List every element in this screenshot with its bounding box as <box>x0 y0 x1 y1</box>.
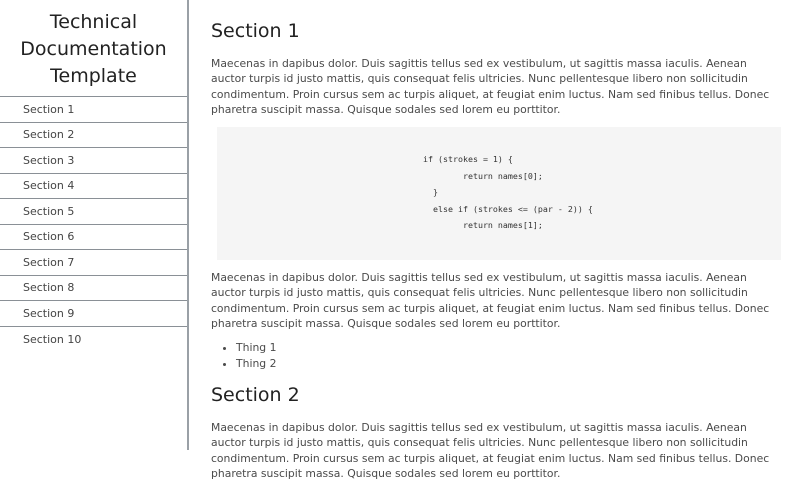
paragraph: Maecenas in dapibus dolor. Duis sagittis tellus sed ex vestibulum, ut sagittis massa iaculis. Aenean auctor turpis id justo mattis, quis consequat felis ultricies. Nunc pellentesque libero non sollicitudin condimentum. Proin cursus sem ac turpis aliquet, at feugiat enim luctus. Nam sed finibus tellus. Donec pharetra suscipit massa. Quisque sodales sed lorem eu porttitor. <box>211 420 770 480</box>
nav-link-section-1[interactable]: Section 1 <box>0 97 187 123</box>
nav-link-section-3[interactable]: Section 3 <box>0 148 187 174</box>
bullet-list <box>211 340 781 371</box>
paragraph: Maecenas in dapibus dolor. Duis sagittis tellus sed ex vestibulum, ut sagittis massa iaculis. Aenean auctor turpis id justo mattis, quis consequat felis ultricies. Nunc pellentesque libero non sollicitudin condimentum. Proin cursus sem ac turpis aliquet, at feugiat enim luctus. Nam sed finibus tellus. Donec pharetra suscipit massa. Quisque sodales sed lorem eu porttitor. <box>211 271 770 331</box>
nav-link-section-2[interactable]: Section 2 <box>0 123 187 149</box>
code-line: } <box>423 187 438 198</box>
navbar-title <box>0 0 187 97</box>
section-2 <box>211 383 781 481</box>
nav-link-section-4[interactable]: Section 4 <box>0 174 187 200</box>
nav-link-section-6[interactable]: Section 6 <box>0 225 187 251</box>
code-line: return names[0]; <box>423 170 543 181</box>
navbar-title-line: Template <box>50 64 137 87</box>
nav-link-section-7[interactable]: Section 7 <box>0 250 187 276</box>
code-block <box>217 127 781 260</box>
nav-list <box>0 97 187 352</box>
code-line: if (strokes = 1) { <box>423 154 513 165</box>
code-line: else if (strokes <= (par - 2)) { <box>423 203 593 214</box>
navbar-title-line: Documentation <box>20 37 167 60</box>
main-content[interactable] <box>211 0 781 480</box>
paragraph: Maecenas in dapibus dolor. Duis sagittis tellus sed ex vestibulum, ut sagittis massa iaculis. Aenean auctor turpis id justo mattis, quis consequat felis ultricies. Nunc pellentesque libero non sollicitudin condimentum. Proin cursus sem ac turpis aliquet, at feugiat enim luctus. Nam sed finibus tellus. Donec pharetra suscipit massa. Quisque sodales sed lorem eu porttitor. <box>211 57 770 116</box>
nav-link-section-8[interactable]: Section 8 <box>0 276 187 302</box>
section-title: Section 1 <box>211 20 300 42</box>
code-line: return names[1]; <box>423 220 543 231</box>
section-title: Section 2 <box>211 383 300 406</box>
nav-link-section-10[interactable]: Section 10 <box>23 332 82 346</box>
navbar-title-line: Technical <box>49 10 138 33</box>
list-item: • Thing 2 <box>236 356 781 371</box>
nav-link-section-5[interactable]: Section 5 <box>0 199 187 225</box>
nav-link-section-9[interactable]: Section 9 <box>0 301 187 327</box>
list-item: • Thing 1 <box>236 340 781 355</box>
section-1 <box>211 19 781 371</box>
navbar <box>0 0 189 450</box>
